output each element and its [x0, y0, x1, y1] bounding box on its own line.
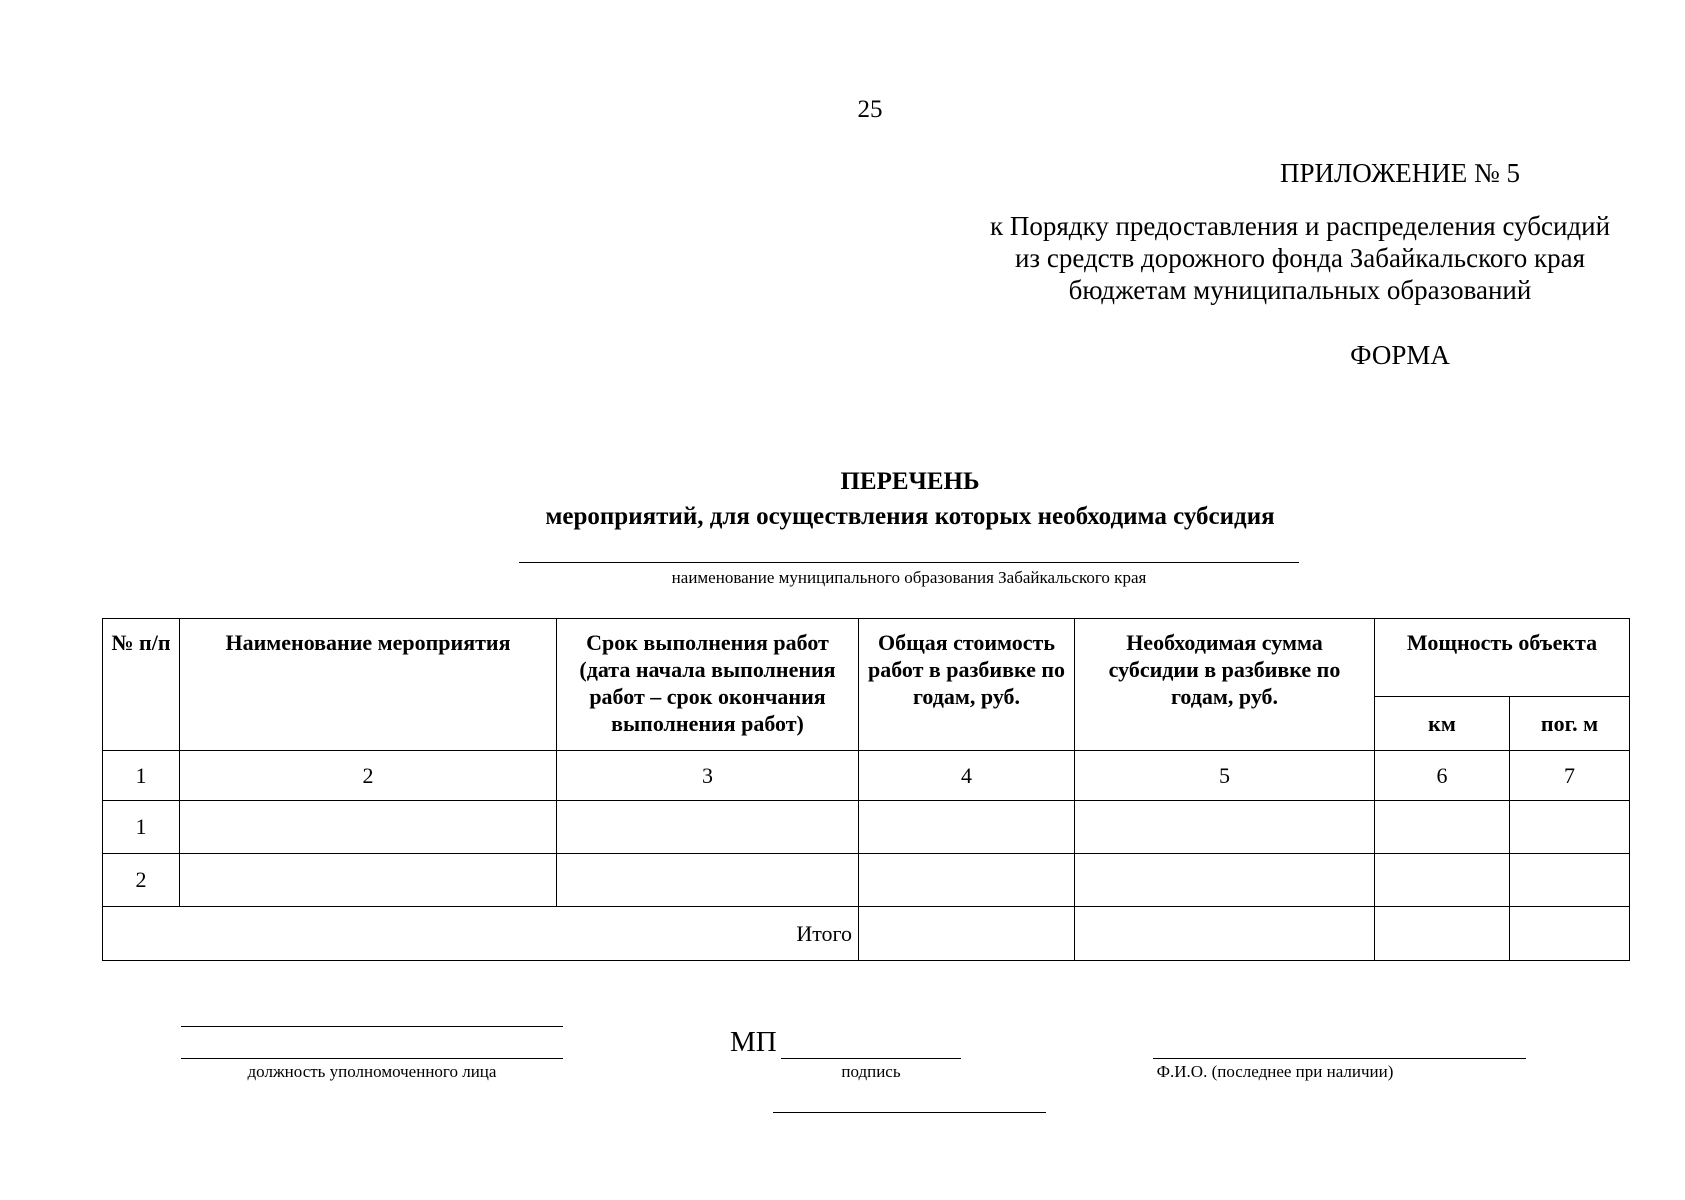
- work-period-cell[interactable]: [557, 854, 859, 907]
- column-number: 3: [557, 751, 859, 801]
- event-name-cell[interactable]: [180, 854, 557, 907]
- page-number: 25: [857, 96, 883, 123]
- total-cost-sum-cell[interactable]: [859, 907, 1075, 961]
- header-event-name: Наименование мероприятия: [180, 619, 557, 751]
- capacity-km-sum-cell[interactable]: [1375, 907, 1510, 961]
- subsidy-amount-sum-cell[interactable]: [1075, 907, 1375, 961]
- capacity-meters-sum-cell[interactable]: [1510, 907, 1630, 961]
- position-line-upper[interactable]: [181, 1026, 563, 1027]
- events-table: [102, 618, 1630, 961]
- column-number: 6: [1375, 751, 1510, 801]
- header-object-capacity: Мощность объекта: [1375, 619, 1630, 697]
- position-caption: должность уполномоченного лица: [247, 1062, 497, 1081]
- name-line[interactable]: [1153, 1058, 1526, 1059]
- column-number: 2: [180, 751, 557, 801]
- subsidy-amount-cell[interactable]: [1075, 801, 1375, 854]
- list-subtitle: мероприятий, для осуществления которых необходима субсидия: [545, 503, 1275, 530]
- subsidy-amount-cell[interactable]: [1075, 854, 1375, 907]
- position-line[interactable]: [181, 1058, 563, 1059]
- capacity-km-cell[interactable]: [1375, 854, 1510, 907]
- appendix-subtitle-line: к Порядку предоставления и распределения субсидий: [989, 211, 1611, 241]
- column-number: 1: [103, 751, 180, 801]
- table-row: [103, 801, 1630, 854]
- list-title: ПЕРЕЧЕНЬ: [840, 468, 980, 495]
- appendix-subtitle-line: бюджетам муниципальных образований: [1068, 275, 1532, 305]
- row-number: 1: [103, 801, 180, 854]
- signature-caption: подпись: [841, 1062, 901, 1081]
- header-row-number: № п/п: [103, 619, 180, 751]
- total-label: Итого: [103, 907, 859, 961]
- header-work-period: Срок выполнения работ (дата начала выполнения работ – срок окончания выполнения работ): [557, 619, 859, 751]
- municipality-caption: наименование муниципального образования Забайкальского края: [671, 568, 1147, 587]
- work-period-cell[interactable]: [557, 801, 859, 854]
- name-caption: Ф.И.О. (последнее при наличии): [1156, 1062, 1394, 1081]
- capacity-meters-cell[interactable]: [1510, 801, 1630, 854]
- total-cost-cell[interactable]: [859, 801, 1075, 854]
- total-cost-cell[interactable]: [859, 854, 1075, 907]
- capacity-km-cell[interactable]: [1375, 801, 1510, 854]
- signature-line[interactable]: [781, 1058, 961, 1059]
- column-number-row: [103, 751, 1630, 801]
- signature-extra-line[interactable]: [773, 1112, 1046, 1113]
- table-row: [103, 854, 1630, 907]
- total-row: [103, 907, 1630, 961]
- appendix-title: ПРИЛОЖЕНИЕ № 5: [1279, 158, 1521, 188]
- header-subsidy-amount: Необходимая сумма субсидии в разбивке по годам, руб.: [1075, 619, 1375, 751]
- column-number: 4: [859, 751, 1075, 801]
- seal-label: МП: [730, 1026, 777, 1058]
- capacity-meters-cell[interactable]: [1510, 854, 1630, 907]
- event-name-cell[interactable]: [180, 801, 557, 854]
- header-total-cost: Общая стоимость работ в разбивке по годам, руб.: [859, 619, 1075, 751]
- subheader-running-meters: пог. м: [1510, 697, 1630, 751]
- column-number: 7: [1510, 751, 1630, 801]
- row-number: 2: [103, 854, 180, 907]
- appendix-subtitle: [960, 210, 1640, 306]
- column-number: 5: [1075, 751, 1375, 801]
- subheader-km: км: [1375, 697, 1510, 751]
- form-label: ФОРМА: [1350, 340, 1450, 370]
- appendix-subtitle-line: из средств дорожного фонда Забайкальского края: [1014, 243, 1586, 273]
- municipality-name-field[interactable]: [519, 562, 1299, 563]
